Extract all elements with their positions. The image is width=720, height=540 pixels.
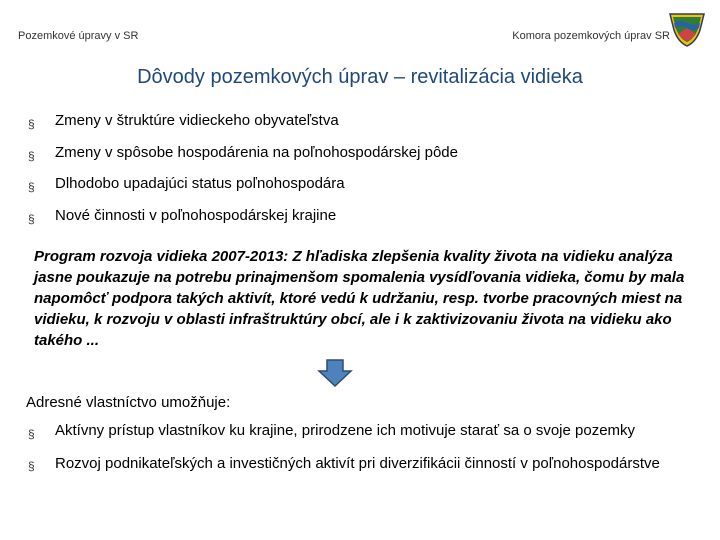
bullet-icon: § — [28, 427, 35, 441]
bullet-icon: § — [28, 211, 35, 226]
bullet-icon: § — [28, 117, 35, 131]
list-item-text: Dlhodobo upadajúci status poľnohospodára — [55, 175, 345, 192]
subheading: Adresné vlastníctvo umožňuje: — [26, 394, 231, 411]
list-item-text: Rozvoj podnikateľských a investičných aktivít pri diverzifikácii činností v poľnohospodárstve — [55, 455, 660, 472]
down-arrow-icon — [317, 359, 353, 387]
list-item-text: Zmeny v spôsobe hospodárenia na poľnohospodárskej pôde — [55, 143, 458, 161]
bullet-icon: § — [28, 148, 35, 163]
list-item-text: Zmeny v štruktúre vidieckeho obyvateľstva — [55, 112, 339, 129]
bullet-icon: § — [28, 180, 35, 194]
header-right-text: Komora pozemkových úprav SR — [512, 30, 670, 42]
chamber-logo-icon — [666, 8, 708, 48]
slide-title: Dôvody pozemkových úprav – revitalizácia vidieka — [137, 66, 583, 88]
bullet-icon: § — [28, 459, 35, 473]
list-item-text: Aktívny prístup vlastníkov ku krajine, prirodzene ich motivuje starať sa o svoje pozemky — [55, 422, 636, 439]
program-paragraph: Program rozvoja vidieka 2007-2013: Z hľadiska zlepšenia kvality života na vidieku analýza jasne poukazuje na potrebu prinajmenšom spomalenia vysídľovania vidieka, čomu by mala napomôcť podpora takých aktivít, ktoré vedú k udržaniu, resp. tvorbe pracovných miest na vidieku, k rozvoju v oblasti infraštruktúry obcí, ale i k zaktivizovaniu života na vidieku ako takého ... — [34, 248, 685, 349]
header-left-text: Pozemkové úpravy v SR — [18, 30, 139, 42]
list-item-text: Nové činnosti v poľnohospodárskej krajine — [55, 206, 337, 224]
